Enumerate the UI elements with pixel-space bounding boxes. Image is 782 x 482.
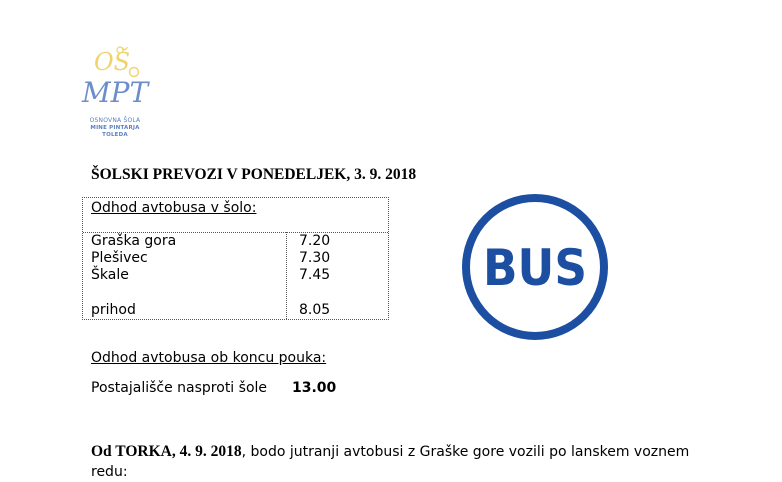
table-row	[83, 302, 388, 319]
page-title: ŠOLSKI PREVOZI V PONEDELJEK, 3. 9. 2018	[91, 166, 417, 183]
school-logo-mark	[76, 44, 154, 116]
schedule-note	[91, 442, 711, 482]
logo-school-line3: TOLEDA	[102, 132, 128, 138]
departure-table-heading: Odhod avtobusa v šolo:	[91, 200, 257, 216]
stop-name: prihod	[91, 302, 136, 318]
bus-sign-icon	[460, 192, 610, 342]
return-stop: Postajališče nasproti šole	[91, 380, 268, 396]
stop-name: Škale	[91, 267, 129, 283]
logo-school-line1: OSNOVNA ŠOLA	[89, 117, 141, 124]
departure-table	[82, 197, 389, 320]
stop-time: 7.20	[299, 233, 331, 249]
logo-mark-line1: OŠ	[94, 48, 131, 76]
return-time: 13.00	[292, 380, 337, 396]
stop-time: 7.45	[299, 267, 331, 283]
schedule-note-date: Od TORKA, 4. 9. 2018	[91, 443, 242, 460]
logo-mark-line2: MPT	[82, 76, 149, 109]
stop-name: Graška gora	[91, 233, 177, 249]
table-row	[83, 250, 388, 267]
stop-name: Plešivec	[91, 250, 148, 266]
table-row	[83, 267, 388, 284]
return-heading: Odhod avtobusa ob koncu pouka:	[91, 350, 327, 366]
school-logo	[76, 44, 154, 144]
logo-school-line2: MINE PINTARJA	[90, 125, 140, 131]
table-row	[83, 233, 388, 250]
bus-sign-label: BUS	[483, 239, 587, 297]
stop-time: 7.30	[299, 250, 331, 266]
schedule-note-text: , bodo jutranji avtobusi z Graške gore vozili po lanskem voznem redu:	[91, 444, 690, 480]
stop-time: 8.05	[299, 302, 331, 318]
